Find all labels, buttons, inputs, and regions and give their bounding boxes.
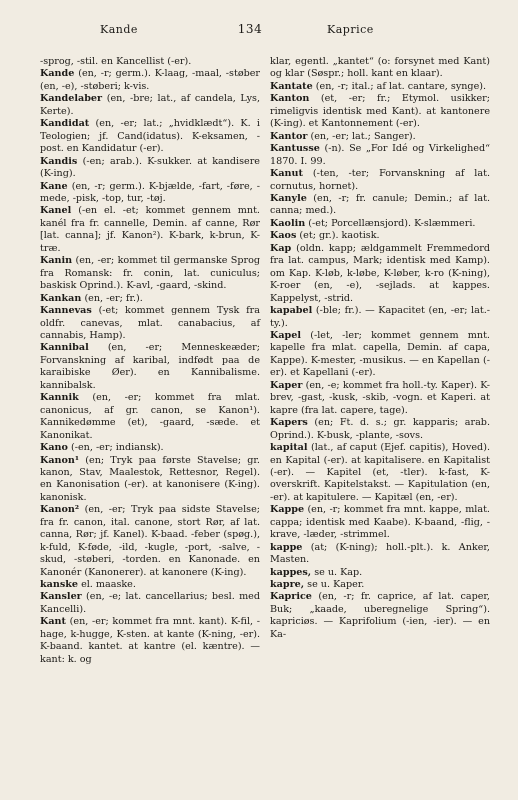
entry-definition: (at; (K-ning); holl.-plt.). k. Anker, Masten. [270, 541, 490, 566]
entry-definition: (lat., af caput (Ejef. capitis), Hoved). en Kapital (-er). at kapitalisere. en Kapitalist (-er). — Kapitel (et, -tler). k-fast, K-overskrift. Kapitelstakst. — Kapitulation (en, -er). at kapitulere. — Kapitæl (en, -er). [270, 442, 490, 503]
entry-headword: Kano [40, 442, 68, 454]
entry-definition: (en, -er; kommet til germanske Sprog fra Romansk: fr. conin, lat. cuniculus; baskisk Oprind.). K-avl, -gaard, -skind. [40, 255, 260, 292]
header-left-guideword: Kande [100, 23, 138, 36]
entry-definition: (en, -r; fr. caprice, af lat. caper, Buk; „kaade, uberegnelige Spring“). kapriciøs. — Kaprifolium (-ien, -ier). — en Ka- [270, 591, 490, 640]
entry-headword: Kanel [40, 205, 72, 217]
entry-definition: (-ten, -ter; Forvanskning af lat. cornutus, hornet). [270, 168, 490, 192]
dictionary-entry [40, 591, 260, 616]
entry-headword: kapre, [270, 579, 305, 591]
page-header [40, 22, 490, 56]
entry-headword: kanske [40, 579, 78, 591]
dictionary-entry [270, 567, 490, 579]
dictionary-entry [40, 56, 260, 68]
entry-headword: Kaper [270, 379, 303, 391]
entry-definition: (en; Tryk paa første Stavelse; gr. kanon, Stav, Maalestok, Rettesnor, Regel). en Kanonisation (-er). at kanonisere (K-ing). kanonisk. [40, 454, 260, 503]
left-column [40, 56, 260, 666]
entry-headword: Kapel [270, 329, 302, 341]
dictionary-entry [270, 579, 490, 591]
right-column [270, 56, 490, 666]
dictionary-entry [40, 156, 260, 181]
entry-headword: Kaos [270, 230, 297, 242]
entry-definition: (-en; arab.). K-sukker. at kandisere (K-ing). [40, 155, 260, 180]
dictionary-entry [40, 205, 260, 255]
dictionary-entry [40, 579, 260, 591]
dictionary-entry [40, 181, 260, 206]
dictionary-entry [270, 243, 490, 305]
dictionary-entry [270, 504, 490, 541]
dictionary-entry [40, 293, 260, 305]
entry-headword: Kantate [270, 80, 313, 92]
dictionary-entry [40, 616, 260, 666]
entry-definition: (et, -er; fr.; Etymol. usikker; rimeligvis identisk med Kant). at kantonere (K-ing). et Kantonnement (-er). [270, 93, 490, 130]
entry-definition: (-n). Se „For Idé og Virkelighed“ 1870. I. 99. [270, 143, 490, 167]
entry-definition: (-et; Porcellænsjord). K-slæmmeri. [308, 217, 476, 229]
entry-headword: Kaprice [270, 591, 312, 603]
entry-headword: Kanyle [270, 192, 307, 204]
entry-headword: kapital [270, 442, 308, 454]
entry-headword: Kaolin [270, 217, 306, 229]
dictionary-entry [270, 218, 490, 230]
entry-definition: (en, -e; lat. cancellarius; besl. med Kancelli). [40, 591, 260, 615]
entry-headword: Kant [40, 616, 66, 628]
dictionary-entry [270, 81, 490, 93]
entry-headword: Kandelaber [40, 93, 103, 105]
dictionary-entry [40, 342, 260, 392]
entry-definition: se u. Kap. [314, 566, 363, 578]
entry-definition: (en, -bre; lat., af candela, Lys, Kerte). [40, 93, 261, 117]
entry-definition: (en, -r; ital.; af lat. cantare, synge). [315, 80, 487, 92]
dictionary-entry [40, 255, 260, 292]
dictionary-entry [270, 591, 490, 641]
dictionary-entry [270, 143, 490, 168]
dictionary-entry [270, 542, 490, 567]
entry-definition: (en, -r; germ.). K-bjælde, -fart, -føre, -mede, -pisk, -top, tur, -tøj. [40, 180, 260, 204]
dictionary-entry [270, 330, 490, 380]
entry-headword: Kantusse [270, 143, 320, 155]
entry-headword: Kande [40, 68, 75, 80]
entry-headword: Kane [40, 180, 68, 192]
dictionary-entry [40, 504, 260, 579]
entry-definition: (en; Ft. d. s.; gr. kapparis; arab. Oprind.). K-busk, -plante, -sovs. [270, 417, 490, 441]
entry-headword: kappes, [270, 566, 312, 578]
entry-definition: (en, -er; lat.; „hvidklædt“). K. i Teologien; jf. Cand(idatus). K-eksamen, -post. en Kandidatur (-er). [40, 118, 260, 155]
entry-definition: (-en, -er; indiansk). [71, 442, 164, 454]
entry-headword: Kapers [270, 417, 308, 429]
dictionary-entry [270, 168, 490, 193]
entry-definition: (en, -e; kommet fra holl.-ty. Kaper). K-brev, -gast, -kusk, -skib, -vogn. et Kaperi. at kapre (fra lat. capere, tage). [270, 379, 490, 416]
dictionary-entry [40, 118, 260, 155]
dictionary-entry [270, 417, 490, 442]
entry-headword: Kap [270, 242, 292, 254]
entry-headword: Kannibal [40, 342, 89, 354]
entry-definition: (en, -er; kommet fra mnt. kant). K-fil, -hage, k-hugge, K-sten. at kante (K-ning, -er). K-baand. kantet. at kantre (el. kæntre). — kant: k. og [40, 616, 260, 665]
entry-definition: se u. Kaper. [307, 579, 365, 591]
entry-definition: (oldn. kapp; ældgammelt Fremmedord fra lat. campus, Mark; identisk med Kamp). om Kap. K-løb, k-løbe, K-løber, k-ro (K-ning), K-roer (en, -e), -sejlads. at kappes. Kappelyst, -strid. [270, 242, 490, 304]
entry-headword: Kansler [40, 591, 82, 603]
entry-definition: (en, -er; lat.; Sanger). [310, 130, 416, 142]
page-number: 134 [237, 22, 263, 36]
entry-definition: (en, -r; fr. canule; Demin.; af lat. canna; med.). [270, 192, 490, 217]
entry-definition: (en, -er; Tryk paa sidste Stavelse; fra fr. canon, ital. canone, stort Rør, af lat. canna, Rør; jf. Kanel). K-baad. -feber (spøg.), k-fuld, K-føde, -ild, -kugle, -port, -salve, -skud, -støberi, -torden. en Kanonade. en Kanonér (Kanonerer). at kanonere (K-ing). [40, 504, 260, 578]
entry-definition: (en, -er; kommet fra mlat. canonicus, af gr. canon, se Kanon¹). Kannikedømme (et), -gaard, -sæde. et Kanonikat. [40, 392, 260, 441]
dictionary-entry [270, 56, 490, 81]
dictionary-entry [270, 380, 490, 417]
header-right-guideword: Kaprice [327, 23, 374, 36]
dictionary-entry [40, 455, 260, 505]
dictionary-entry [40, 392, 260, 442]
dictionary-entry [40, 442, 260, 454]
dictionary-entry [270, 305, 490, 330]
entry-headword: Kanon² [40, 504, 80, 516]
entry-definition: el. maaske. [81, 579, 136, 591]
entry-headword: Kannik [40, 392, 79, 404]
dictionary-entry [270, 193, 490, 218]
entry-definition: (-et; kommet gennem Tysk fra oldfr. canevas, mlat. canabacius, af cannabis, Hamp). [40, 305, 260, 341]
entry-headword: Kanon¹ [40, 454, 80, 466]
entry-headword: Kankan [40, 292, 82, 304]
entry-headword: Kanton [270, 93, 310, 105]
entry-definition: klar, egentl. „kantet“ (o: forsynet med Kant) og klar (Søspr.; holl. kant en klaar). [270, 56, 490, 80]
dictionary-entry [40, 68, 260, 93]
dictionary-entry [270, 93, 490, 130]
entry-definition: (-ble; fr.). — Kapacitet (en, -er; lat.-ty.). [270, 305, 490, 329]
dictionary-entry [270, 230, 490, 242]
entry-headword: kappe [270, 541, 303, 553]
dictionary-entry [270, 131, 490, 143]
entry-definition: (en, -er; Menneskeæder; Forvanskning af karibal, indfødt paa de karaibiske Øer). en Kannibalisme. kannibalsk. [40, 342, 260, 391]
entry-headword: Kanin [40, 255, 73, 267]
page-columns [40, 56, 490, 666]
entry-headword: kapabel [270, 305, 313, 317]
entry-definition: (-let, -ler; kommet gennem mnt. kapelle fra mlat. capella, Demin. af capa, Kappe). K-mester, -musikus. — en Kapellan (-er). et Kapellani (-er). [270, 329, 490, 379]
entry-definition: (et; gr.). kaotisk. [299, 230, 380, 242]
dictionary-entry [270, 442, 490, 504]
entry-definition: (-en el. -et; kommet gennem mnt. kanél fra fr. cannelle, Demin. af canne, Rør [lat. canna]; jf. Kanon²). K-bark, k-brun, K-træ. [40, 205, 260, 254]
entry-headword: Kannevas [40, 305, 92, 317]
entry-headword: Kandidat [40, 118, 90, 130]
entry-headword: Kappe [270, 504, 305, 516]
entry-definition: (en, -er; fr.). [84, 292, 143, 304]
entry-headword: Kanut [270, 168, 303, 180]
entry-headword: Kandis [40, 155, 78, 167]
entry-definition: (en, -r; germ.). K-laag, -maal, -støber (en, -e), -støberi; k-vis. [40, 68, 260, 92]
dictionary-entry [40, 305, 260, 342]
entry-definition: (en, -r; kommet fra mnt. kappe, mlat. cappa; identisk med Kaabe). K-baand, -flig, -krave, -læder, -strimmel. [270, 504, 490, 541]
entry-definition: -sprog, -stil. en Kancellist (-er). [40, 56, 192, 67]
entry-headword: Kantor [270, 130, 308, 142]
dictionary-entry [40, 93, 260, 118]
